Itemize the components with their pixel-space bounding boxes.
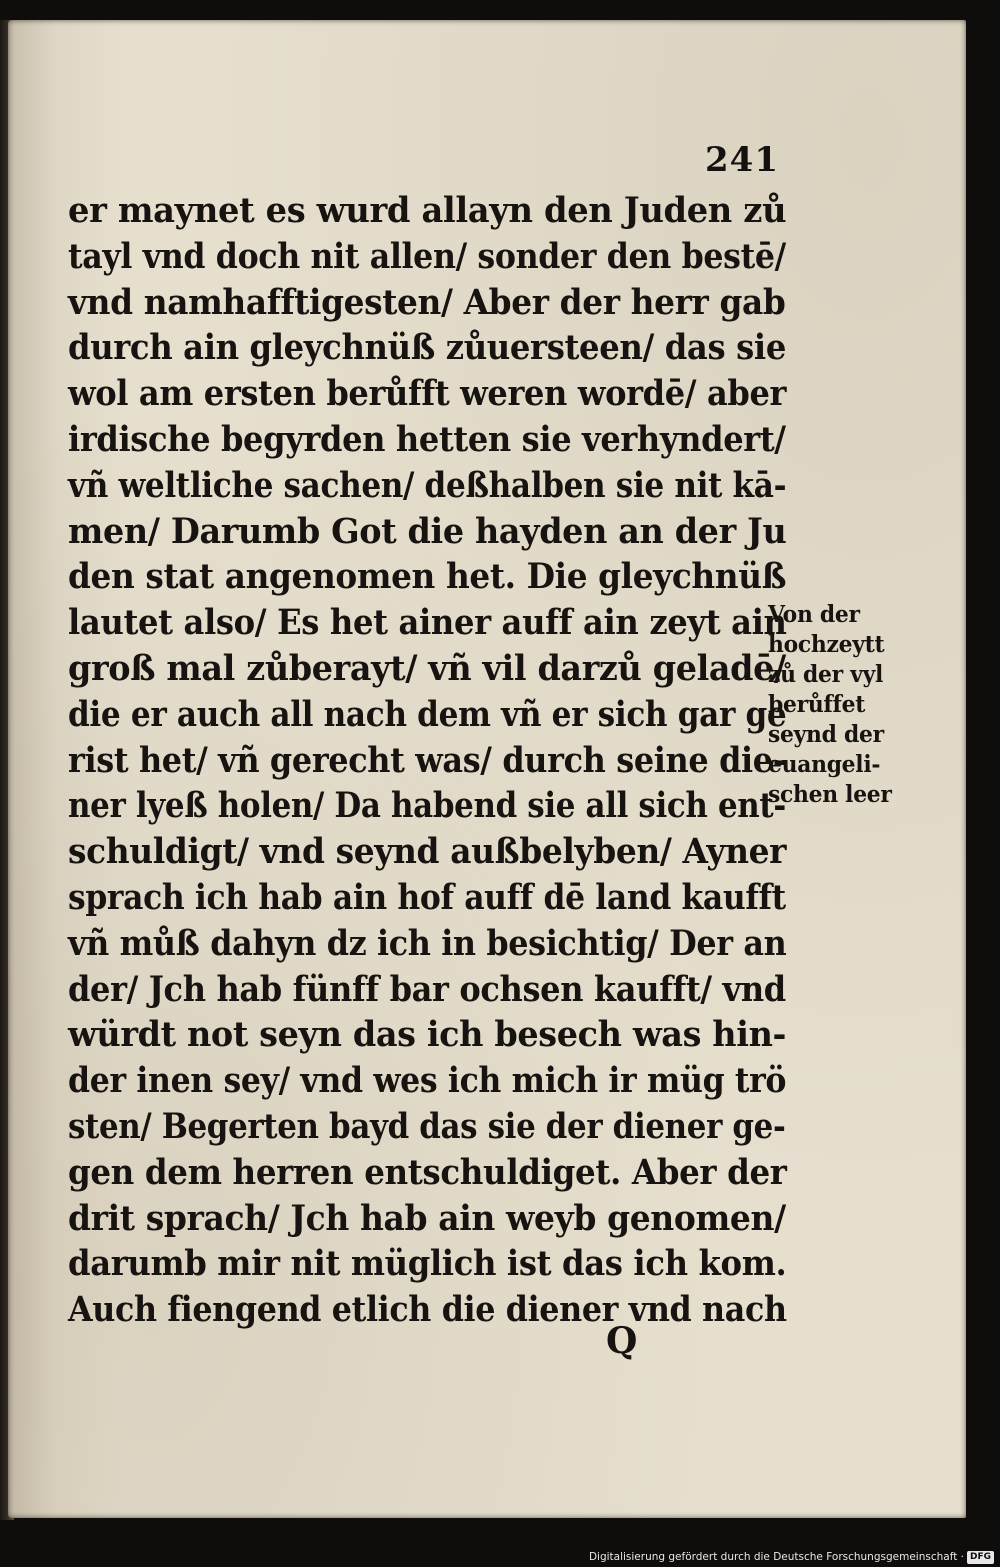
margin-note — [768, 600, 968, 810]
text-line: gen dem herren entschuldiget. Aber der — [68, 1151, 787, 1193]
digitization-credit: Digitalisierung gefördert durch die Deutsche Forschungsgemeinschaft · — [588, 1551, 964, 1563]
text-line: der inen sey/ vnd wes ich mich ir müg trö — [68, 1060, 787, 1102]
text-line: drit sprach/ Jch hab ain weyb genomen/ — [68, 1197, 786, 1239]
margin-note-line: zů der vyl — [768, 661, 884, 688]
text-line: irdische begyrden hetten sie verhyndert/ — [68, 418, 786, 460]
text-line: vñ můß dahyn dz ich in besichtig/ Der an — [68, 922, 787, 964]
text-line: den stat angenomen het. Die gleychnüß — [68, 556, 787, 598]
text-line: wol am ersten berůfft weren wordē/ aber — [68, 373, 787, 415]
page-number: 241 — [705, 140, 779, 180]
text-line: vnd namhafftigesten/ Aber der herr gab — [68, 281, 786, 323]
text-line: sten/ Begerten bayd das sie der diener ge- — [68, 1105, 786, 1147]
text-line: der/ Jch hab fünff bar ochsen kaufft/ vnd — [68, 968, 786, 1010]
text-line: ner lyeß holen/ Da habend sie all sich ent- — [68, 785, 786, 827]
book-page — [8, 20, 966, 1518]
text-line: sprach ich hab ain hof auff dē land kaufft — [68, 876, 786, 918]
text-line: men/ Darumb Got die hayden an der Ju — [68, 510, 787, 552]
text-line: vñ weltliche sachen/ deßhalben sie nit kā- — [68, 464, 787, 506]
dfg-logo: DFG — [967, 1551, 994, 1564]
text-line: schuldigt/ vnd seynd außbelyben/ Ayner — [68, 831, 787, 873]
signature-mark: Q — [606, 1320, 638, 1362]
margin-note-line: schen leer — [768, 781, 892, 808]
text-line: durch ain gleychnüß zůuersteen/ das sie — [68, 327, 786, 369]
margin-note-line: Von der — [768, 601, 860, 628]
margin-note-line: hochzeytt — [768, 631, 885, 658]
margin-note-line: seynd der — [768, 721, 884, 748]
text-line: groß mal zůberayt/ vñ vil darzů geladē/ — [68, 647, 786, 689]
text-line: tayl vnd doch nit allen/ sonder den bestē/ — [68, 235, 786, 277]
text-line: die er auch all nach dem vñ er sich gar ge — [68, 693, 787, 735]
text-line: würdt not seyn das ich besech was hin- — [68, 1014, 787, 1056]
margin-note-line: berůffet — [768, 691, 866, 718]
main-text-block — [68, 188, 788, 1333]
text-line: Auch fiengend etlich die diener vnd nach — [68, 1289, 787, 1331]
text-line: darumb mir nit müglich ist das ich kom. — [68, 1243, 787, 1285]
text-line: er maynet es wurd allayn den Juden zů — [68, 190, 787, 231]
text-line: lautet also/ Es het ainer auff ain zeyt ain — [68, 602, 787, 644]
text-line: rist het/ vñ gerecht was/ durch seine die- — [68, 739, 786, 781]
margin-note-line: euangeli- — [768, 751, 881, 778]
